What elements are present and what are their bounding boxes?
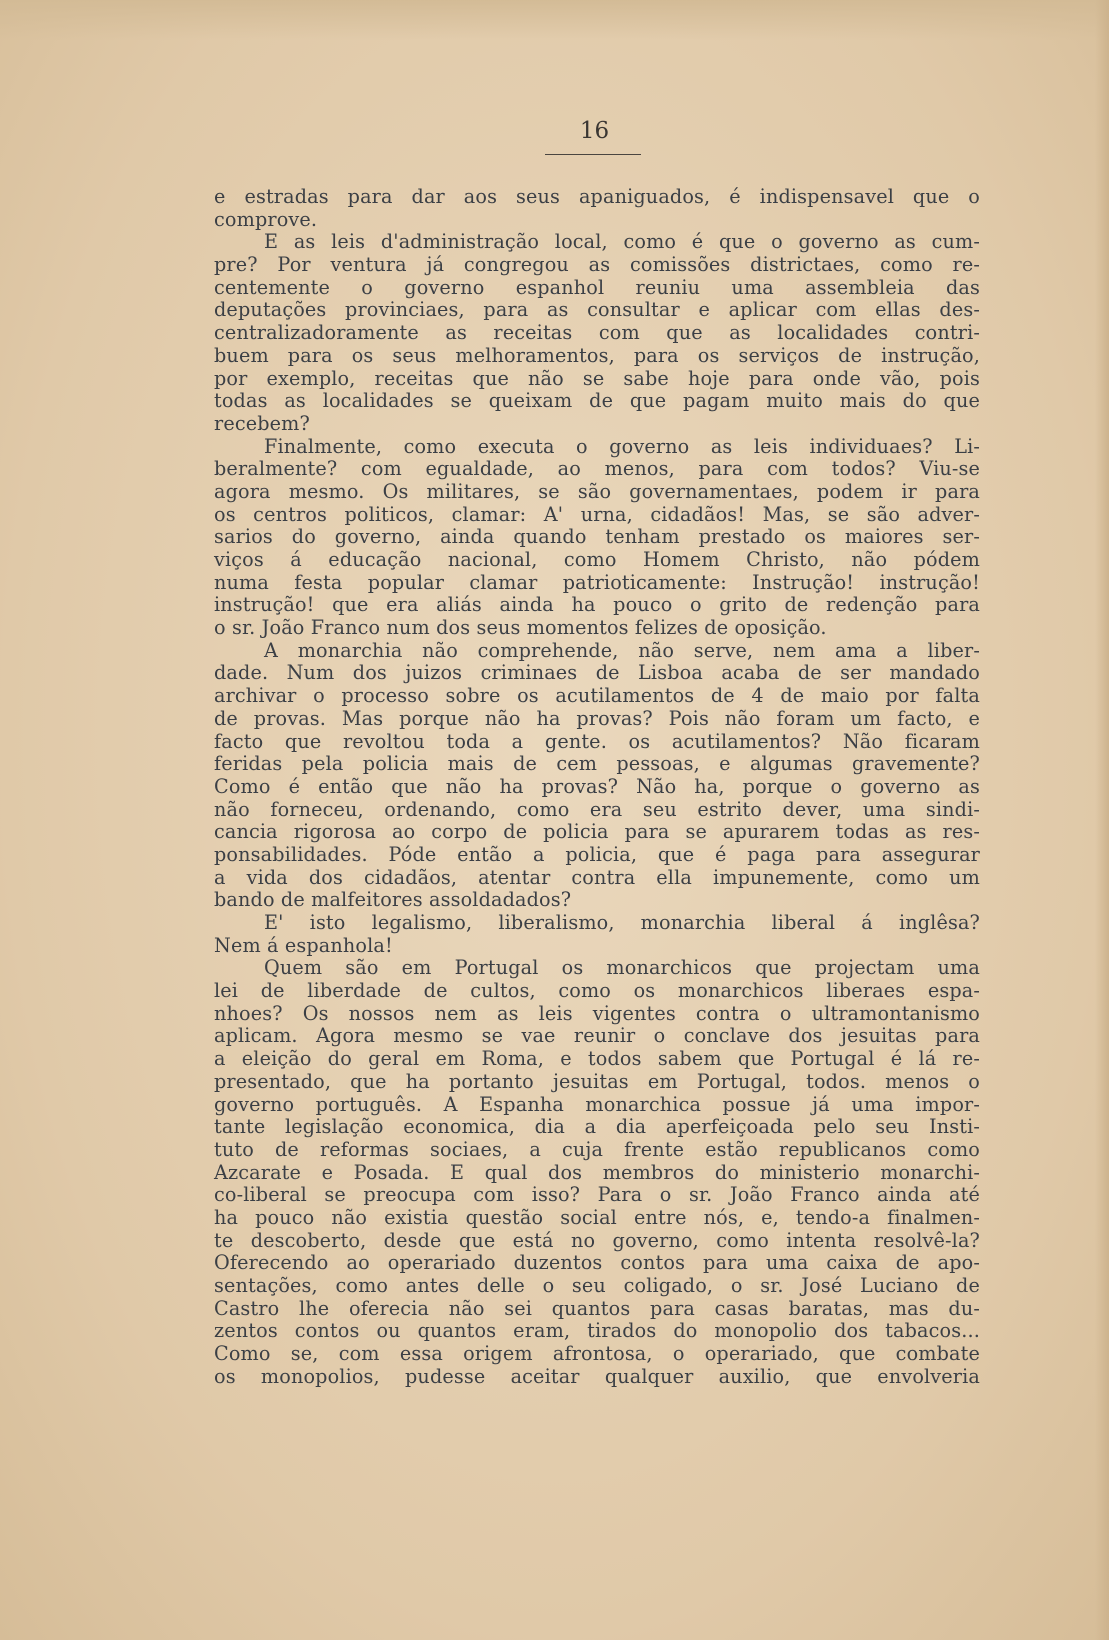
text-line: tuto de reformas sociaes, a cuja frente estão republicanos como <box>214 1137 980 1161</box>
text-line: aplicam. Agora mesmo se vae reunir o conclave dos jesuitas para <box>214 1024 980 1048</box>
text-line: e estradas para dar aos seus apaniguados, é indispensavel que o <box>214 185 980 208</box>
text-line: feridas pela policia mais de cem pessoas, e algumas gravemente? <box>214 752 980 776</box>
text-line: sarios do governo, ainda quando tenham prestado os maiores ser- <box>214 525 980 549</box>
page-top-shadow <box>0 0 1109 40</box>
text-line: bando de malfeitores assoldadados? <box>214 888 572 912</box>
text-line: Finalmente, como executa o governo as leis individuaes? Li- <box>264 434 980 458</box>
text-line: governo português. A Espanha monarchica possue já uma impor- <box>214 1092 980 1116</box>
text-line: comprove. <box>214 207 318 231</box>
text-line: Como se, com essa origem afrontosa, o operariado, que combate <box>214 1342 980 1366</box>
text-line: E as leis d'administração local, como é que o governo as cum- <box>264 230 980 254</box>
text-line: deputações provinciaes, para as consultar e aplicar com ellas des- <box>214 298 980 322</box>
text-line: recebem? <box>214 411 310 435</box>
text-line: a vida dos cidadãos, atentar contra ella impunemente, como um <box>214 865 980 889</box>
text-line: não forneceu, ordenando, como era seu estrito dever, uma sindi- <box>214 797 980 821</box>
text-line: tante legislação economica, dia a dia aperfeiçoada pelo seu Insti- <box>214 1115 980 1139</box>
text-line: centemente o governo espanhol reuniu uma assembleia das <box>214 275 980 299</box>
text-line: presentado, que ha portanto jesuitas em Portugal, todos. menos o <box>214 1069 980 1093</box>
text-line: cancia rigorosa ao corpo de policia para se apurarem todas as res- <box>214 820 980 844</box>
text-line: buem para os seus melhoramentos, para os serviços de instrução, <box>214 343 980 367</box>
text-line: Quem são em Portugal os monarchicos que projectam uma <box>264 956 980 980</box>
page-number: 16 <box>579 118 610 144</box>
text-line: viços á educação nacional, como Homem Christo, não pódem <box>214 548 980 571</box>
text-line: numa festa popular clamar patrioticamente: Instrução! instrução! <box>214 570 980 594</box>
text-line: ha pouco não existia questão social entre nós, e, tendo-a finalmen- <box>214 1205 980 1229</box>
text-line: co-liberal se preocupa com isso? Para o sr. João Franco ainda até <box>214 1183 980 1207</box>
page-edge-shadow <box>1095 0 1109 1640</box>
text-line: E' isto legalismo, liberalismo, monarchia liberal á inglêsa? <box>264 911 980 934</box>
text-line: beralmente? com egualdade, ao menos, para com todos? Viu-se <box>214 457 980 481</box>
text-line: zentos contos ou quantos eram, tirados do monopolio dos tabacos... <box>214 1319 980 1343</box>
text-line: instrução! que era aliás ainda ha pouco o grito de redenção para <box>214 593 980 617</box>
text-line: archivar o processo sobre os acutilamentos de 4 de maio por falta <box>214 684 980 708</box>
text-line: Azcarate e Posada. E qual dos membros do ministerio monarchi- <box>214 1160 980 1184</box>
text-line: agora mesmo. Os militares, se são governamentaes, podem ir para <box>214 479 980 503</box>
text-line: de provas. Mas porque não ha provas? Pois não foram um facto, e <box>214 706 980 730</box>
text-line: todas as localidades se queixam de que pagam muito mais do que <box>214 389 980 413</box>
text-line: ponsabilidades. Póde então a policia, que é paga para assegurar <box>214 842 980 866</box>
text-line: os centros politicos, clamar: A' urna, cidadãos! Mas, se são adver- <box>214 502 980 526</box>
text-line: o sr. João Franco num dos seus momentos felizes de oposição. <box>214 616 827 640</box>
text-line: os monopolios, pudesse aceitar qualquer auxilio, que envolveria <box>214 1364 980 1388</box>
body-text <box>214 186 980 1388</box>
text-line: a eleição do geral em Roma, e todos sabem que Portugal é lá re- <box>214 1047 980 1071</box>
text-line: centralizadoramente as receitas com que as localidades contri- <box>214 321 980 345</box>
text-line: Como é então que não ha provas? Não ha, porque o governo as <box>214 774 980 798</box>
text-line: sentações, como antes delle o seu coligado, o sr. José Luciano de <box>214 1274 980 1297</box>
text-line: te descoberto, desde que está no governo, como intenta resolvê-la? <box>214 1228 980 1252</box>
text-line: pre? Por ventura já congregou as comissões districtaes, como re- <box>214 253 980 277</box>
text-line: Castro lhe oferecia não sei quantos para casas baratas, mas du- <box>214 1296 980 1320</box>
text-line: Nem á espanhola! <box>214 933 393 957</box>
text-line: lei de liberdade de cultos, como os monarchicos liberaes espa- <box>214 979 980 1003</box>
text-line: nhoes? Os nossos nem as leis vigentes contra o ultramontanismo <box>214 1001 980 1025</box>
text-line: A monarchia não comprehende, não serve, nem ama a liber- <box>264 638 980 662</box>
text-line: Oferecendo ao operariado duzentos contos para uma caixa de apo- <box>214 1251 980 1275</box>
page-number-rule <box>545 154 641 155</box>
text-line: facto que revoltou toda a gente. os acutilamentos? Não ficaram <box>214 729 980 753</box>
text-line: por exemplo, receitas que não se sabe hoje para onde vão, pois <box>214 366 980 390</box>
text-line: dade. Num dos juizos criminaes de Lisboa acaba de ser mandado <box>214 661 980 685</box>
